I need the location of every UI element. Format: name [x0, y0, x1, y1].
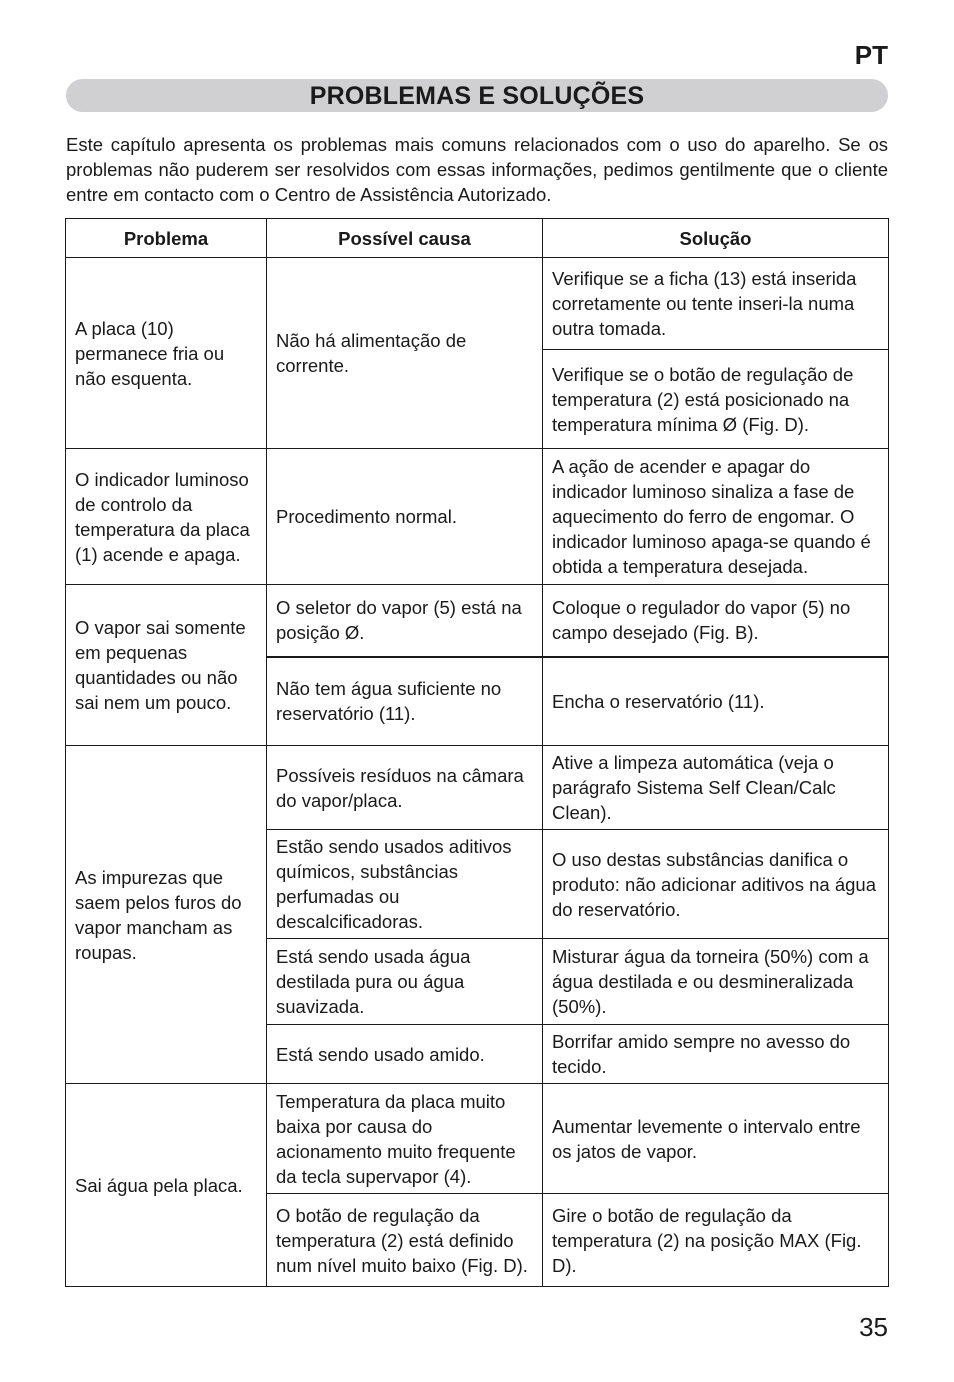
header-cause: Possível causa [267, 219, 543, 258]
problem-cell: O indicador luminoso de controlo da temperatura da placa (1) acende e apaga. [66, 449, 267, 585]
cause-cell: Está sendo usada água destilada pura ou água suavizada. [267, 939, 543, 1025]
troubleshooting-table [65, 218, 889, 1287]
solution-cell: Gire o botão de regulação da temperatura (2) na posição MAX (Fig. D). [543, 1194, 889, 1287]
solution-cell: Verifique se o botão de regulação de temperatura (2) está posicionado na temperatura mínima Ø (Fig. D). [543, 350, 889, 449]
table-row [66, 1084, 889, 1194]
cause-cell: Não há alimentação de corrente. [267, 258, 543, 449]
header-problem: Problema [66, 219, 267, 258]
cause-cell: Estão sendo usados aditivos químicos, substâncias perfumadas ou descalcificadoras. [267, 830, 543, 939]
table-row [66, 585, 889, 657]
intro-paragraph: Este capítulo apresenta os problemas mais comuns relacionados com o uso do aparelho. Se os problemas não puderem ser resolvidos com essas informações, pedimos gentilmente que o cliente entre em contacto com o Centro de Assistência Autorizado. [66, 134, 888, 205]
table-header-row [66, 219, 889, 258]
solution-cell: Ative a limpeza automática (veja o parágrafo Sistema Self Clean/Calc Clean). [543, 746, 889, 830]
language-code: PT [854, 40, 888, 70]
solution-cell: Verifique se a ficha (13) está inserida corretamente ou tente inseri-la numa outra tomada. [543, 258, 889, 350]
solution-cell: Coloque o regulador do vapor (5) no campo desejado (Fig. B). [543, 585, 889, 657]
header-solution: Solução [543, 219, 889, 258]
cause-cell: O botão de regulação da temperatura (2) está definido num nível muito baixo (Fig. D). [267, 1194, 543, 1287]
cause-cell: Possíveis resíduos na câmara do vapor/placa. [267, 746, 543, 830]
solution-cell: Encha o reservatório (11). [543, 657, 889, 746]
table-row [66, 449, 889, 585]
cause-cell: Não tem água suficiente no reservatório (11). [267, 657, 543, 746]
problem-cell: O vapor sai somente em pequenas quantidades ou não sai nem um pouco. [66, 585, 267, 746]
cause-cell: Procedimento normal. [267, 449, 543, 585]
table-row [66, 746, 889, 830]
solution-cell: O uso destas substâncias danifica o produto: não adicionar aditivos na água do reservatório. [543, 830, 889, 939]
solution-cell: A ação de acender e apagar do indicador luminoso sinaliza a fase de aquecimento do ferro de engomar. O indicador luminoso apaga-se quando é obtida a temperatura desejada. [543, 449, 889, 585]
cause-cell: Temperatura da placa muito baixa por causa do acionamento muito frequente da tecla supervapor (4). [267, 1084, 543, 1194]
cause-cell: Está sendo usado amido. [267, 1025, 543, 1084]
page-title: PROBLEMAS E SOLUÇÕES [309, 82, 645, 110]
table-row [66, 258, 889, 350]
problem-cell: As impurezas que saem pelos furos do vapor mancham as roupas. [66, 746, 267, 1084]
solution-cell: Aumentar levemente o intervalo entre os jatos de vapor. [543, 1084, 889, 1194]
problem-cell: Sai água pela placa. [66, 1084, 267, 1287]
solution-cell: Borrifar amido sempre no avesso do tecido. [543, 1025, 889, 1084]
cause-cell: O seletor do vapor (5) está na posição Ø. [267, 585, 543, 657]
problem-cell: A placa (10) permanece fria ou não esquenta. [66, 258, 267, 449]
page-number: 35 [859, 1312, 888, 1342]
solution-cell: Misturar água da torneira (50%) com a água destilada e ou desmineralizada (50%). [543, 939, 889, 1025]
